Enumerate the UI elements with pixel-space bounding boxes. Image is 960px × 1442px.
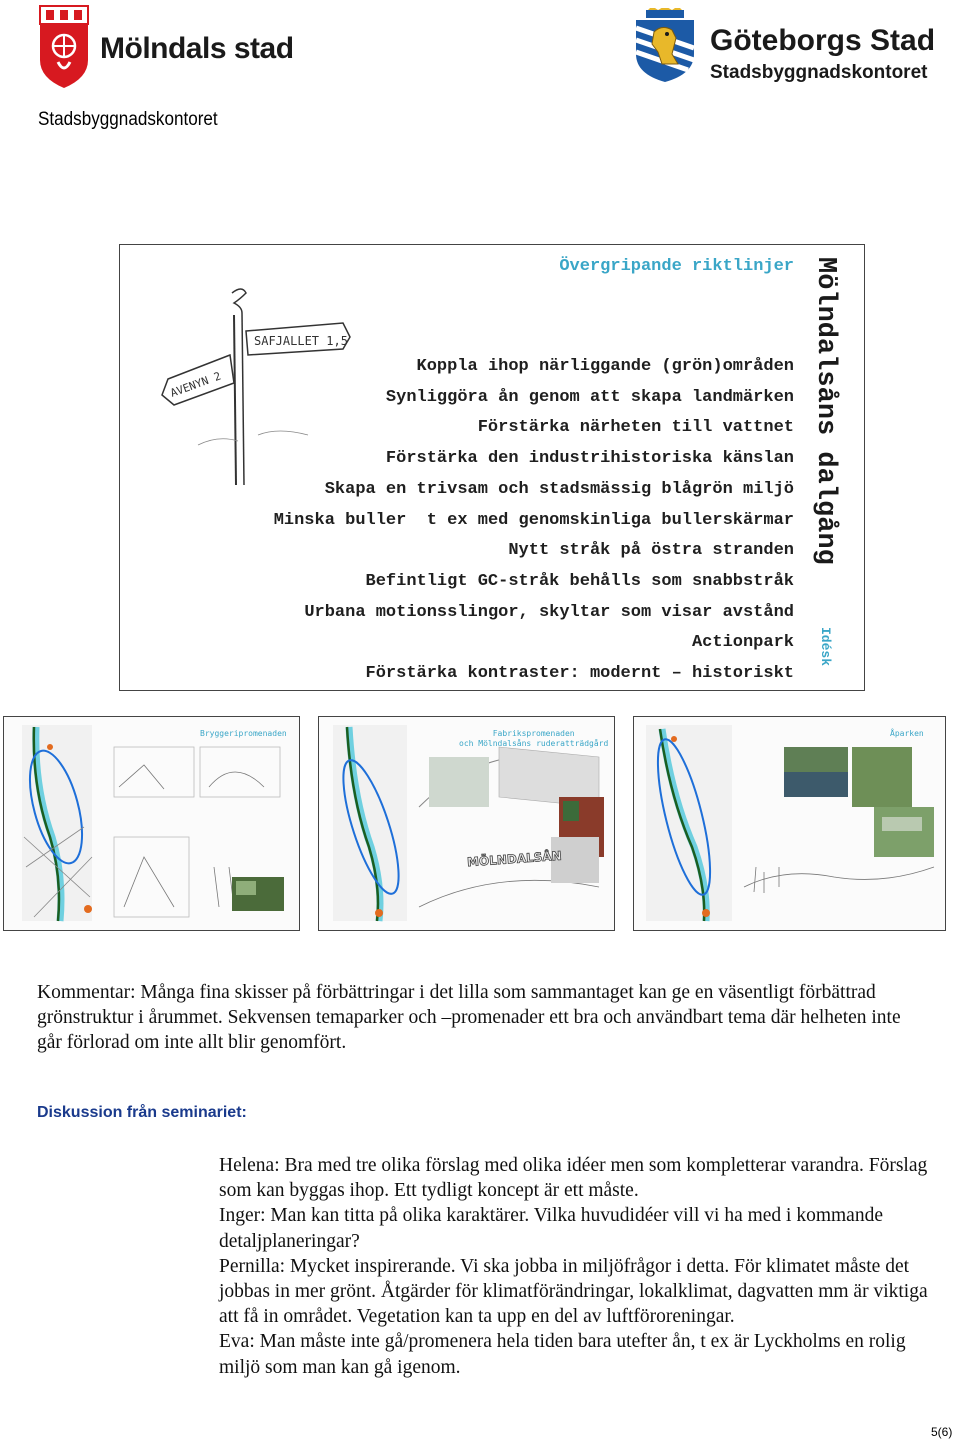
poster-heading: Övergripande riktlinjer bbox=[559, 257, 794, 276]
thumbnail-map-sketch bbox=[4, 717, 300, 931]
thumbnail-map-sketch bbox=[634, 717, 946, 931]
guideline-item: Actionpark bbox=[691, 633, 794, 653]
molndals-stad-name: Mölndals stad bbox=[100, 32, 294, 65]
thumbnail-title: Åparken bbox=[890, 729, 924, 738]
molndals-stad-logo bbox=[36, 2, 306, 94]
thumbnail-title-line1: Fabrikspromenaden bbox=[492, 729, 575, 738]
thumbnail-title: Bryggeripromenaden bbox=[200, 729, 287, 738]
discussion-body bbox=[219, 1153, 929, 1380]
guideline-item: Förstärka den industrihistoriska känslan bbox=[385, 449, 794, 469]
guidelines-poster bbox=[119, 244, 865, 691]
department-label: Stadsbyggnadskontoret bbox=[38, 109, 218, 130]
discussion-paragraph: Helena: Bra med tre olika förslag med olika idéer men som kompletterar varandra. Förslag som kan byggas ihop. Ett tydligt koncept är ett måste. bbox=[219, 1155, 928, 1202]
guideline-item: Befintligt GC-stråk behålls som snabbstråk bbox=[365, 571, 794, 591]
guideline-item: Förstärka kontraster: modernt – historiskt bbox=[365, 664, 794, 684]
guideline-list bbox=[274, 352, 794, 690]
goteborgs-stad-name: Göteborgs Stad bbox=[710, 24, 936, 57]
guideline-item: Urbana motionsslingor, skyltar som visar avstånd bbox=[304, 602, 794, 622]
vertical-subtitle-text: Idésk bbox=[818, 627, 833, 667]
discussion-paragraph: Inger: Man kan titta på olika karaktärer. Vilka huvudidéer vill vi ha med i kommande detaljplaneringar? bbox=[219, 1205, 883, 1252]
thumbnail-aparken bbox=[633, 716, 946, 931]
sign-left-text: AVENYN 2 bbox=[168, 369, 223, 400]
thumbnail-fabrikspromenaden bbox=[318, 716, 615, 931]
sign-right-text: SAFJALLET 1,5 bbox=[254, 334, 348, 348]
thumbnail-title-line2: och Mölndalsåns ruderatträdgård bbox=[459, 739, 609, 748]
thumbnail-map-sketch bbox=[319, 717, 615, 931]
vertical-title-text: Mölndalsåns dalgång bbox=[810, 257, 840, 565]
guideline-item: Skapa en trivsam och stadsmässig blågrön miljö bbox=[324, 479, 794, 499]
goteborg-crest-icon bbox=[632, 8, 698, 84]
guideline-item: Nytt stråk på östra stranden bbox=[508, 541, 794, 561]
comment-paragraph: Kommentar: Många fina skisser på förbättringar i det lilla som sammantaget kan ge en väsentligt förbättrad grönstruktur i årummet. Sekvensen temaparker och –promenader ett bra och användbart tema där helheten inte går förlorad om inte allt blir genomfört. bbox=[37, 982, 901, 1053]
discussion-paragraph: Pernilla: Mycket inspirerande. Vi ska jobba in miljöfrågor i detta. För klimatet måste det jobbas in mer grönt. Åtgärder för klimatförändringar, lokalklimat, dagvatten mm är viktiga att få in området. Vegetation kan ta upp en del av luftföroreningar. bbox=[219, 1255, 928, 1328]
discussion-paragraph: Eva: Man måste inte gå/promenera hela tiden bara utefter ån, t ex är Lyckholms en rolig miljö som man kan gå igenom. bbox=[219, 1331, 906, 1378]
goteborgs-stad-logo bbox=[632, 8, 952, 88]
goteborg-department-label: Stadsbyggnadskontoret bbox=[710, 62, 928, 83]
guideline-item: Koppla ihop närliggande (grön)områden bbox=[416, 357, 794, 376]
guideline-item: Förstärka närheten till vattnet bbox=[477, 418, 794, 438]
guideline-item: Minska buller t ex med genomskinliga bullerskärmar bbox=[273, 510, 794, 530]
poster-vertical-title bbox=[810, 257, 850, 687]
guideline-item: Synliggöra ån genom att skapa landmärken bbox=[385, 387, 794, 407]
thumbnail-title bbox=[459, 729, 608, 749]
molndal-shield-icon bbox=[36, 4, 92, 90]
page-number: 5(6) bbox=[931, 1425, 953, 1439]
discussion-heading: Diskussion från seminariet: bbox=[37, 1104, 247, 1121]
molndalsan-sign-sketch: MÖLNDALSÅN bbox=[466, 848, 563, 870]
thumbnail-bryggeripromenaden bbox=[3, 716, 300, 931]
